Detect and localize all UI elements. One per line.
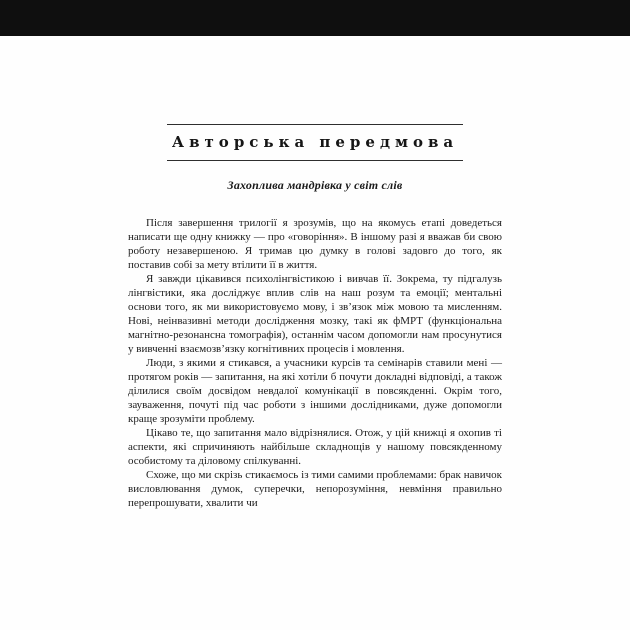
body-text [128, 216, 502, 510]
book-page [0, 36, 630, 630]
paragraph-5: Схоже, що ми скрізь стикаємось із тими самими проблемами: брак навичок висловлювання думок, суперечки, непорозуміння, невміння правильно перепрошувати, хвалити чи [128, 469, 502, 509]
top-banner [0, 0, 630, 36]
paragraph-1: Після завершення трилогії я зрозумів, що на якомусь етапі доведеться написати ще одну книжку — про «говоріння». В іншому разі я вважав би свою роботу незавершеною. Я тримав цю думку в голові задовго до того, як поставив собі за мету втілити її в життя. [128, 217, 502, 271]
paragraph-4: Цікаво те, що запитання мало відрізнялися. Отож, у цій книжці я охопив ті аспекти, які спричиняють найбільше складнощів у нашому повсякденному особистому та діловому спілкуванні. [128, 427, 502, 467]
paragraph-3: Люди, з якими я стикався, а учасники курсів та семінарів ставили мені — протягом років — запитання, на які хотіли б почути докладні відповіді, а також ділилися своїм досвідом невдалої комунікації в повсякденні. Окрім того, зауваження, почуті під час роботи з іншими дослідниками, дуже допомогли краще зрозуміти проблему. [128, 357, 502, 425]
chapter-subtitle: Захоплива мандрівка у світ слів [227, 178, 403, 192]
chapter-title-block [167, 124, 463, 161]
chapter-title: Авторська передмова [171, 133, 459, 151]
paragraph-2: Я завжди цікавився психолінгвістикою і вивчав її. Зокрема, ту підгалузь лінгвістики, яка досліджує вплив слів на наш розум та емоції; ментальні основи того, як ми використовуємо мову, і зв’язок між мовою та мисленням. Нові, неінвазивні методи дослідження мозку, такі як фМРТ (функціональна магнітно-резонансна томографія), останнім часом допомогли нам просунутися у вивченні взаємозв’язку когнітивних процесів і мовлення. [128, 273, 502, 355]
